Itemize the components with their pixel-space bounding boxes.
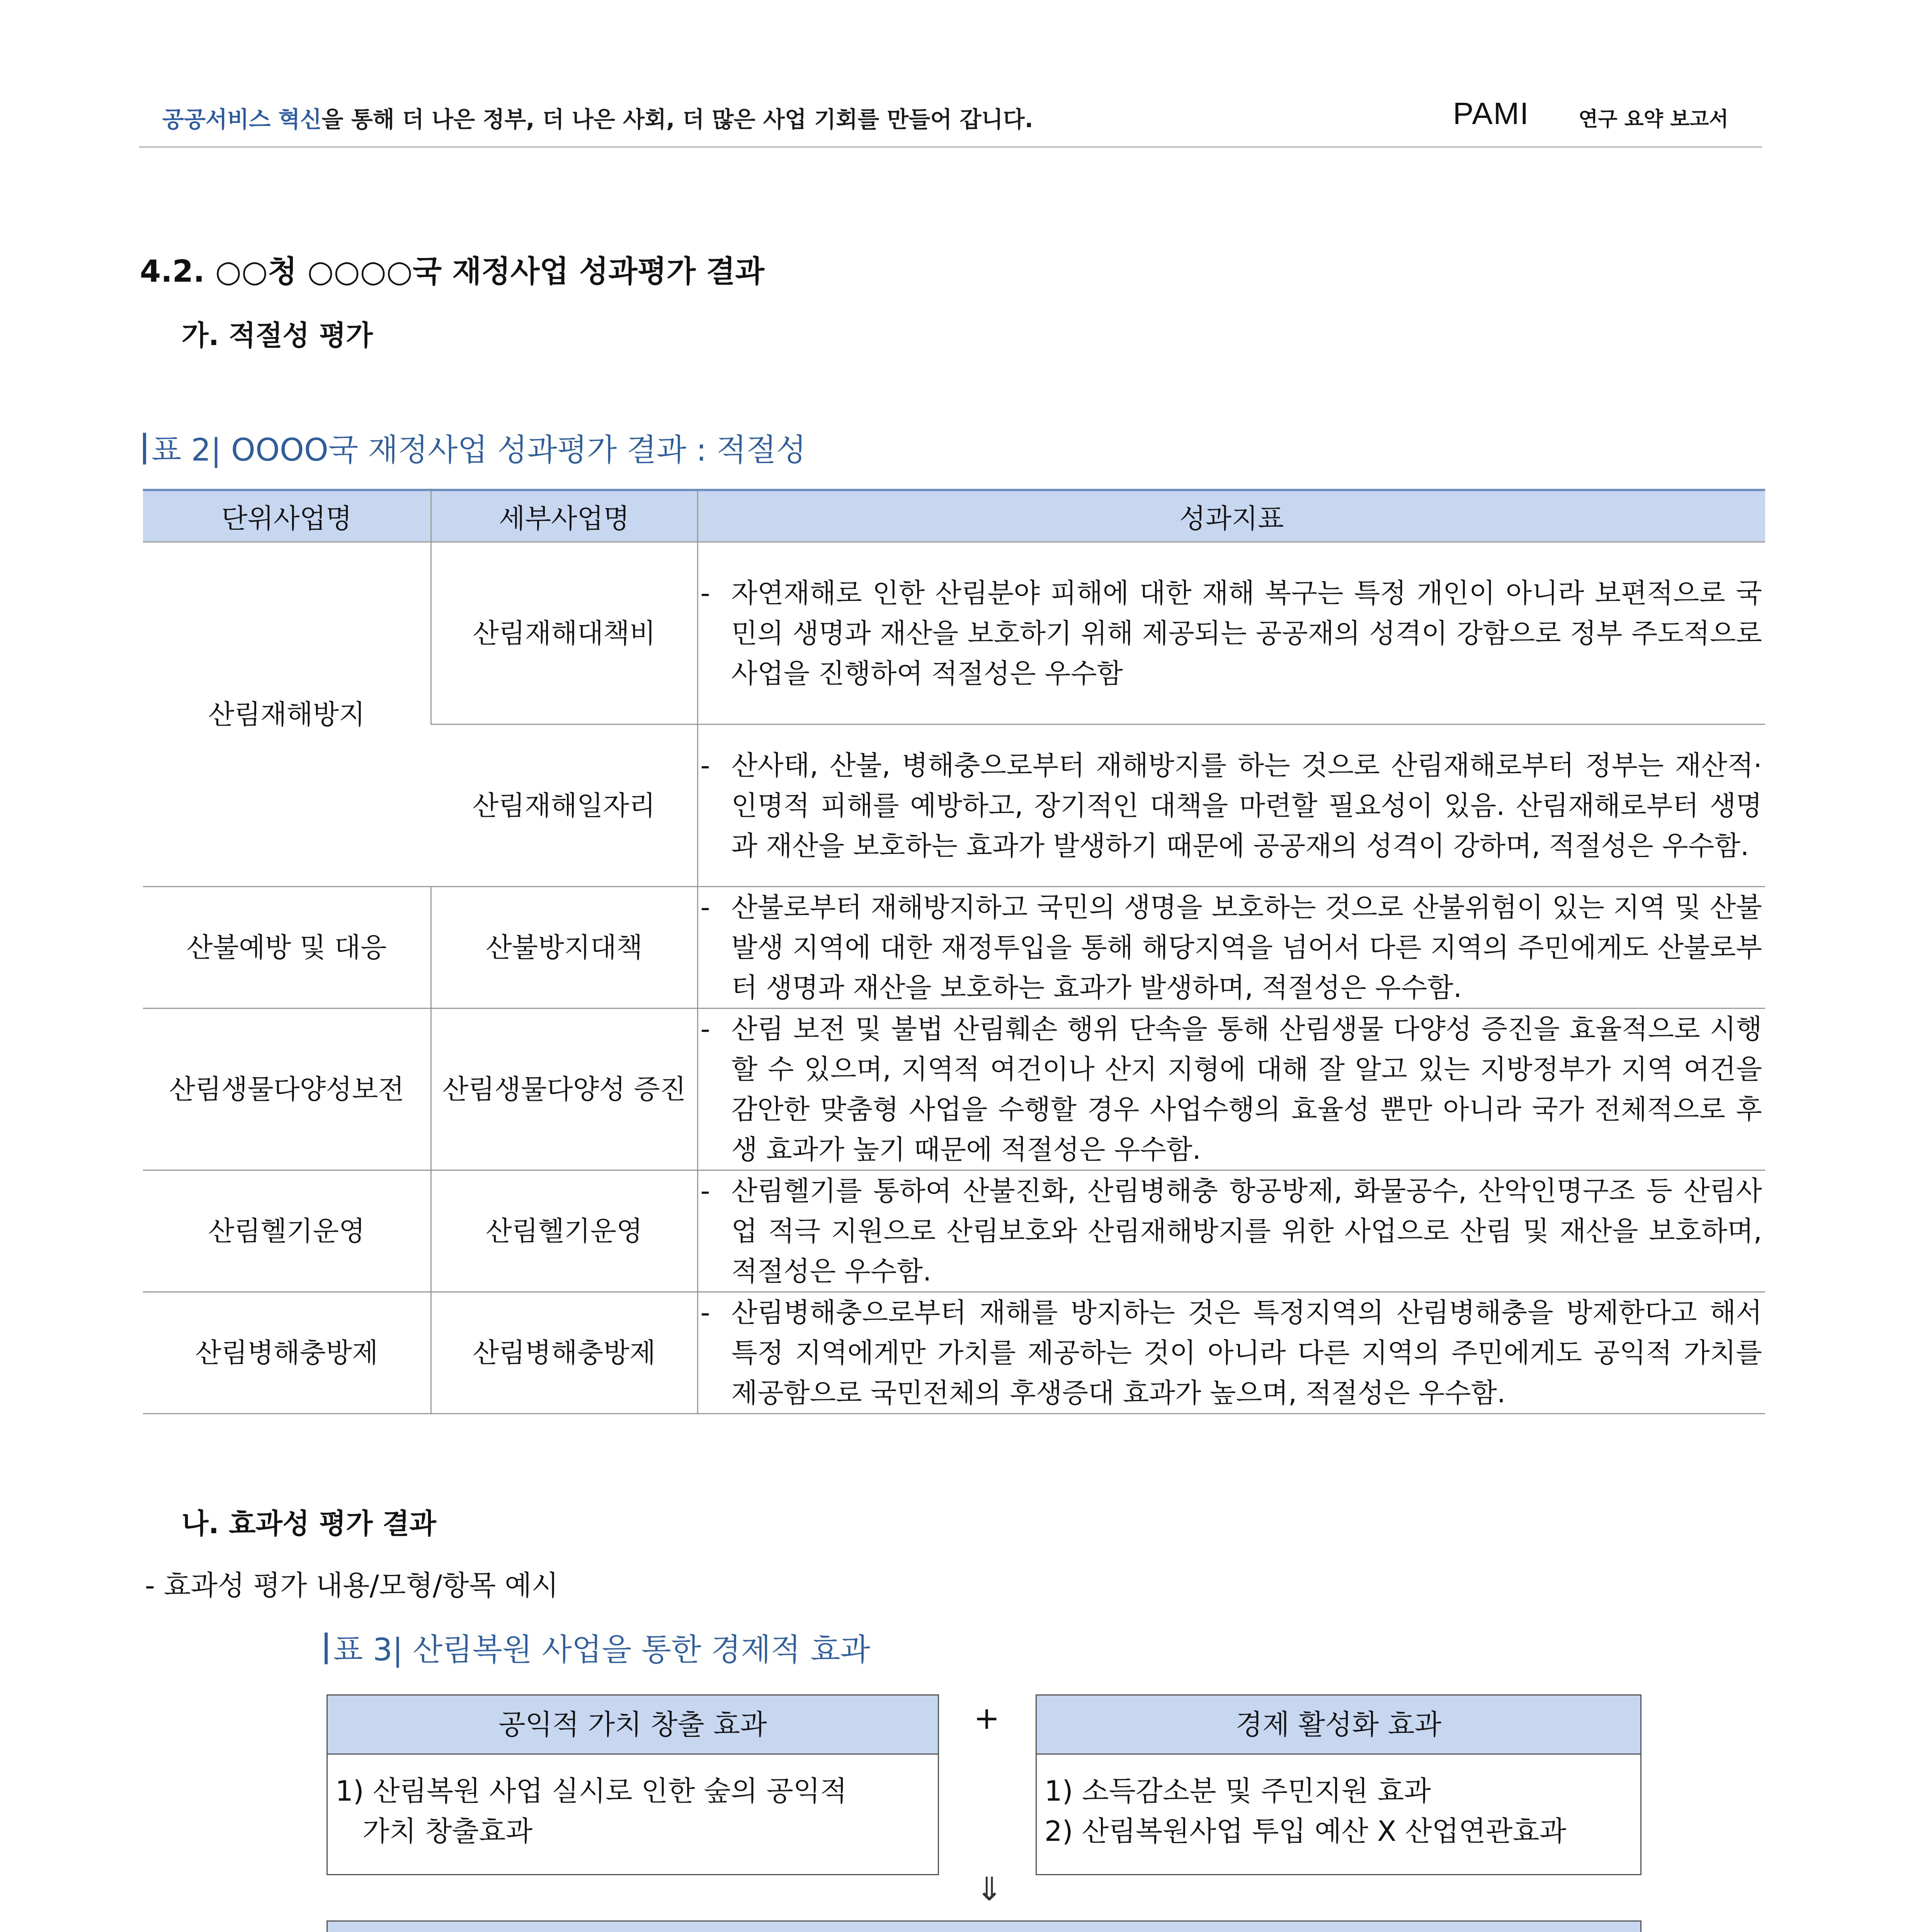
col-header-detail: 세부사업명 xyxy=(431,490,697,542)
plus-sign: + xyxy=(974,1700,1000,1736)
caption-bar xyxy=(325,1633,328,1664)
table3-caption: 표 3| 산림복원 사업을 통한 경제적 효과 xyxy=(325,1625,870,1669)
cell-indicator: - 산림 보전 및 불법 산림훼손 행위 단속을 통해 산림생물 다양성 증진을 효율적으로 시행할 수 있으며, 지역적 여건이나 산지 지형에 대해 잘 알고 있는 지방정부가 지역 여건을 감안한 맞춤형 사업을 수행할 경우 사업수행의 효율성 뿐만 아니라 국가 전체적으로 후생 효과가 높기 때문에 적절성은 우수함. xyxy=(697,1009,1765,1170)
subsection-b-title: 나. 효과성 평가 결과 xyxy=(182,1507,436,1540)
cell-unit: 산림병해충방제 xyxy=(143,1292,431,1414)
list-item: 1) 산림복원 사업 실시로 인한 숲의 공익적 xyxy=(335,1775,847,1807)
economic-effect-body xyxy=(1037,1755,1640,1851)
table-row xyxy=(143,1009,1765,1170)
caption-bar xyxy=(143,433,146,464)
cost-benefit-title xyxy=(328,1922,1640,1932)
economic-effect-box xyxy=(1036,1694,1641,1875)
cell-detail: 산림헬기운영 xyxy=(431,1170,697,1292)
list-item: 1) 소득감소분 및 주민지원 효과 xyxy=(1044,1775,1431,1807)
cell-detail: 산림병해충방제 xyxy=(431,1292,697,1414)
subsection-a-title: 가. 적절성 평가 xyxy=(182,319,373,352)
table2-caption: 표 2| OOOO국 재정사업 성과평가 결과 : 적절성 xyxy=(143,425,806,469)
col-header-unit: 단위사업명 xyxy=(143,490,431,542)
list-item: 가치 창출효과 xyxy=(362,1815,533,1847)
table-row xyxy=(143,1170,1765,1292)
cell-indicator: - 산림헬기를 통하여 산불진화, 산림병해충 항공방제, 화물공수, 산악인명구조 등 산림사업 적극 지원으로 산림보호와 산림재해방지를 위한 사업으로 산림 및 재산을 보호하며, 적절성은 우수함. xyxy=(697,1170,1765,1292)
cell-indicator: - 산사태, 산불, 병해충으로부터 재해방지를 하는 것으로 산림재해로부터 정부는 재산적·인명적 피해를 예방하고, 장기적인 대책을 마련할 필요성이 있음. 산림재해로부터 생명과 재산을 보호하는 효과가 발생하기 때문에 공공재의 성격이 강하며, 적절성은 우수함. xyxy=(697,724,1765,887)
economic-effect-title: 경제 활성화 효과 xyxy=(1037,1696,1640,1755)
col-header-indicator: 성과지표 xyxy=(697,490,1765,542)
table-row xyxy=(143,542,1765,724)
header-report-type: 연구 요약 보고서 xyxy=(1579,108,1728,131)
cell-indicator: - 산불로부터 재해방지하고 국민의 생명을 보호하는 것으로 산불위험이 있는 지역 및 산불발생 지역에 대한 재정투입을 통해 해당지역을 넘어서 다른 지역의 주민에게도 산불로부터 생명과 재산을 보호하는 효과가 발생하며, 적절성은 우수함. xyxy=(697,887,1765,1009)
table-header-row xyxy=(143,490,1765,542)
cell-indicator: - 자연재해로 인한 산림분야 피해에 대한 재해 복구는 특정 개인이 아니라 보편적으로 국민의 생명과 재산을 보호하기 위해 제공되는 공공재의 성격이 강함으로 정부 주도적으로 사업을 진행하여 적절성은 우수함 xyxy=(697,542,1765,724)
subsection-b-note: - 효과성 평가 내용/모형/항목 예시 xyxy=(145,1569,559,1602)
header-tagline-highlight: 공공서비스 혁신 xyxy=(162,106,322,133)
cell-detail: 산림생물다양성 증진 xyxy=(431,1009,697,1170)
table-row xyxy=(143,1292,1765,1414)
header-tagline-rest: 을 통해 더 나은 정부, 더 나은 사회, 더 많은 사업 기회를 만들어 갑니다. xyxy=(321,106,1033,133)
section-title: 4.2. ○○청 ○○○○국 재정사업 성과평가 결과 xyxy=(140,254,765,289)
public-value-box xyxy=(327,1694,939,1875)
table2-appropriateness xyxy=(143,489,1765,1414)
cell-detail: 산림재해일자리 xyxy=(431,724,697,887)
public-value-title: 공익적 가치 창출 효과 xyxy=(328,1696,938,1755)
header-divider xyxy=(139,146,1762,148)
header-brand: PAMI xyxy=(1453,96,1529,131)
cell-unit: 산림재해방지 xyxy=(143,542,431,887)
public-value-body xyxy=(328,1755,938,1851)
header-tagline xyxy=(162,101,1033,134)
cell-detail: 산불방지대책 xyxy=(431,887,697,1009)
list-item: 2) 산림복원사업 투입 예산 X 산업연관효과 xyxy=(1044,1815,1567,1847)
cell-indicator: - 산림병해충으로부터 재해를 방지하는 것은 특정지역의 산림병해충을 방제한다고 해서 특정 지역에게만 가치를 제공하는 것이 아니라 다른 지역의 주민에게도 공익적 가치를 제공함으로 국민전체의 후생증대 효과가 높으며, 적절성은 우수함. xyxy=(697,1292,1765,1414)
cost-benefit-box xyxy=(327,1920,1641,1932)
cell-detail: 산림재해대책비 xyxy=(431,542,697,724)
down-arrow-icon: ⇓ xyxy=(976,1870,1003,1908)
cell-unit: 산불예방 및 대응 xyxy=(143,887,431,1009)
table-row xyxy=(143,887,1765,1009)
cell-unit: 산림생물다양성보전 xyxy=(143,1009,431,1170)
cell-unit: 산림헬기운영 xyxy=(143,1170,431,1292)
